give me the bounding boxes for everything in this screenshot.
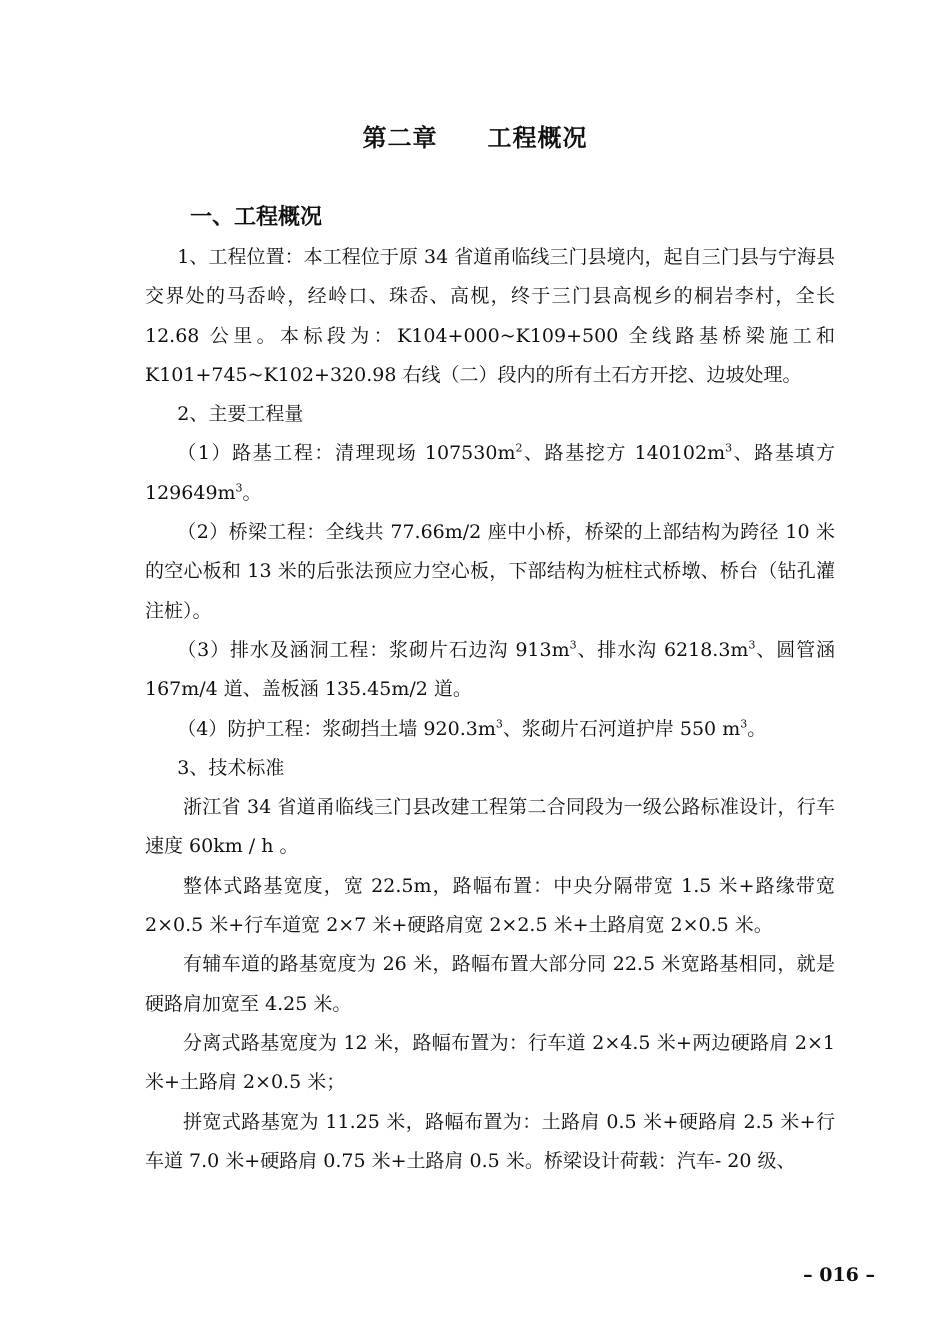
chapter-title: 第二章 工程概况 [362,124,588,152]
paragraph-drainage-works: （3）排水及涵洞工程：浆砌片石边沟 $913m^3$、排水沟 $6218.3m^3$、圆管涵 167m/4 道、盖板涵 135.45m/2 道。 [145,638,835,701]
paragraph-separated-roadbed: 分离式路基宽度为 12 米，路幅布置为：行车道 2×4.5 米+两边硬路肩 2×1 米+土路肩 2×0.5 米； [145,1031,835,1094]
body-text [145,238,835,1181]
paragraph-bridge-works: （2）桥梁工程：全线共 77.66m/2 座中小桥，桥梁的上部结构为跨径 10 米的空心板和 13 米的后张法预应力空心板，下部结构为桩柱式桥墩、桥台（钻孔灌注桩）。 [145,521,835,622]
paragraph-protection-works: （4）防护工程：浆砌挡土墙 $920.3m^3$、浆砌片石河道护岸 550 $m^3$。 [177,717,767,740]
page-number: – 016 – [803,1264,875,1286]
paragraph-roadbed-works: （1）路基工程：清理现场 $107530m^2$、路基挖方 $140102m^3$、路基填方 $129649m^3$。 [145,442,835,504]
paragraph-integral-roadbed: 整体式路基宽度，宽 22.5m，路幅布置：中央分隔带宽 1.5 米+路缘带宽 2×0.5 米+行车道宽 2×7 米+硬路肩宽 2×2.5 米+土路肩宽 2×0.5 米。 [145,874,835,937]
paragraph-widened-roadbed: 拼宽式路基宽为 11.25 米，路幅布置为：土路肩 0.5 米+硬路肩 2.5 米+行车道 7.0 米+硬路肩 0.75 米+土路肩 0.5 米。桥梁设计荷载：汽车- 20 级、 [145,1110,835,1172]
section-heading: 一、工程概况 [190,205,323,230]
paragraph-project-location: 1、工程位置：本工程位于原 34 省道甬临线三门县境内，起自三门县与宁海县交界处的马岙岭，经岭口、珠岙、高枧，终于三门县高枧乡的桐岩李村，全长 12.68 公里。本标段为：K104+000~K109+500 全线路基桥梁施工和 K101+745~K102+320.98 右线（二）段内的所有土石方开挖、边坡处理。 [145,246,835,386]
paragraph-design-standard: 浙江省 34 省道甬临线三门县改建工程第二合同段为一级公路标准设计，行车速度 60km / h 。 [145,796,835,858]
paragraph-auxiliary-lane: 有辅车道的路基宽度为 26 米，路幅布置大部分同 22.5 米宽路基相同，就是硬路肩加宽至 4.25 米。 [145,953,835,1015]
paragraph-technical-standards: 3、技术标准 [177,756,285,779]
paragraph-main-quantities: 2、主要工程量 [177,403,304,426]
